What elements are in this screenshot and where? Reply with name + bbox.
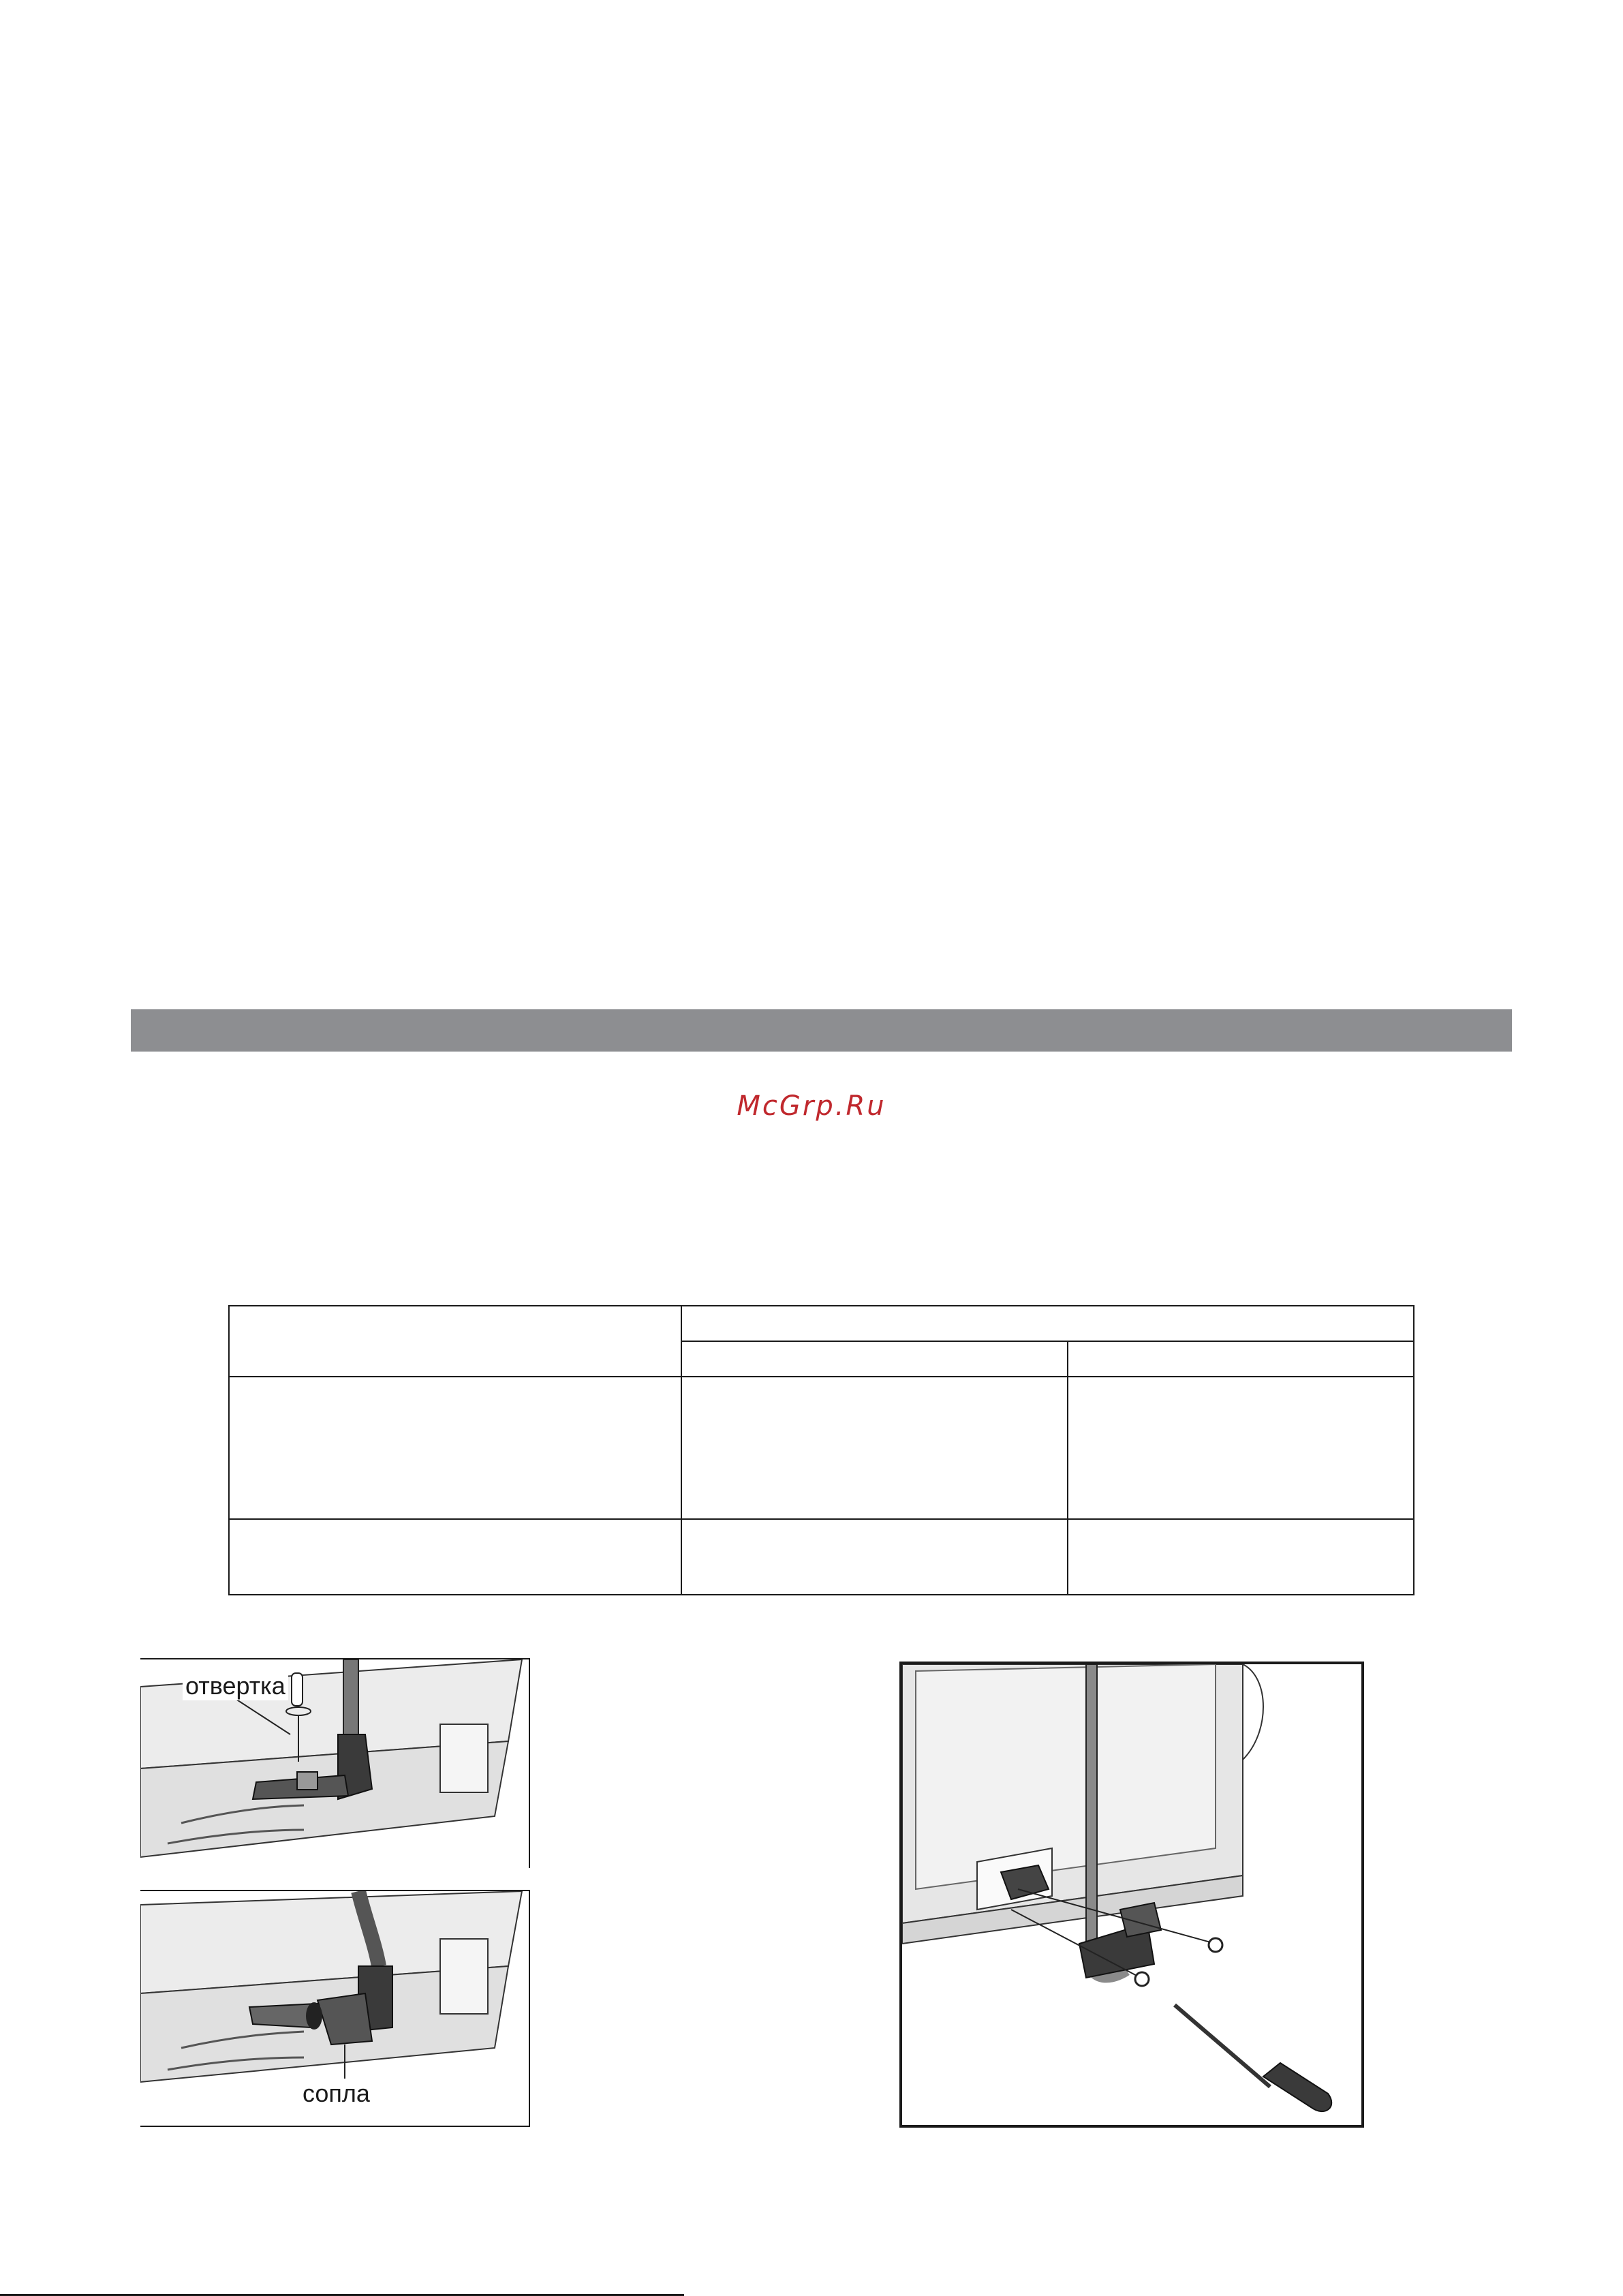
- spec-table: [228, 1305, 1415, 1595]
- nozzle-bracket-drawing: [902, 1664, 1361, 2125]
- table-cell: [229, 1519, 681, 1595]
- table-cell: [681, 1519, 1068, 1595]
- table-subheader-cell: [681, 1341, 1068, 1377]
- table-subheader-cell: [1068, 1341, 1414, 1377]
- table-cell: [681, 1377, 1068, 1519]
- nozzle-label: сопла: [303, 2079, 370, 2107]
- table-row: [229, 1377, 1414, 1519]
- table-header-cell: [229, 1306, 681, 1377]
- table-cell: [1068, 1377, 1414, 1519]
- screwdriver-label: отвертка: [183, 1672, 288, 1700]
- table-row: [229, 1519, 1414, 1595]
- watermark-text: McGrp.Ru: [737, 1090, 886, 1122]
- screwdriver-illustration: [140, 1658, 530, 1868]
- nozzle-replacement-icon: [899, 1662, 1364, 2128]
- table-header-cell: [681, 1306, 1414, 1341]
- table-header-row: [229, 1306, 1414, 1341]
- nozzle-illustration: [140, 1890, 530, 2127]
- table-cell: [229, 1377, 681, 1519]
- section-header-bar: [131, 1009, 1512, 1052]
- table-cell: [1068, 1519, 1414, 1595]
